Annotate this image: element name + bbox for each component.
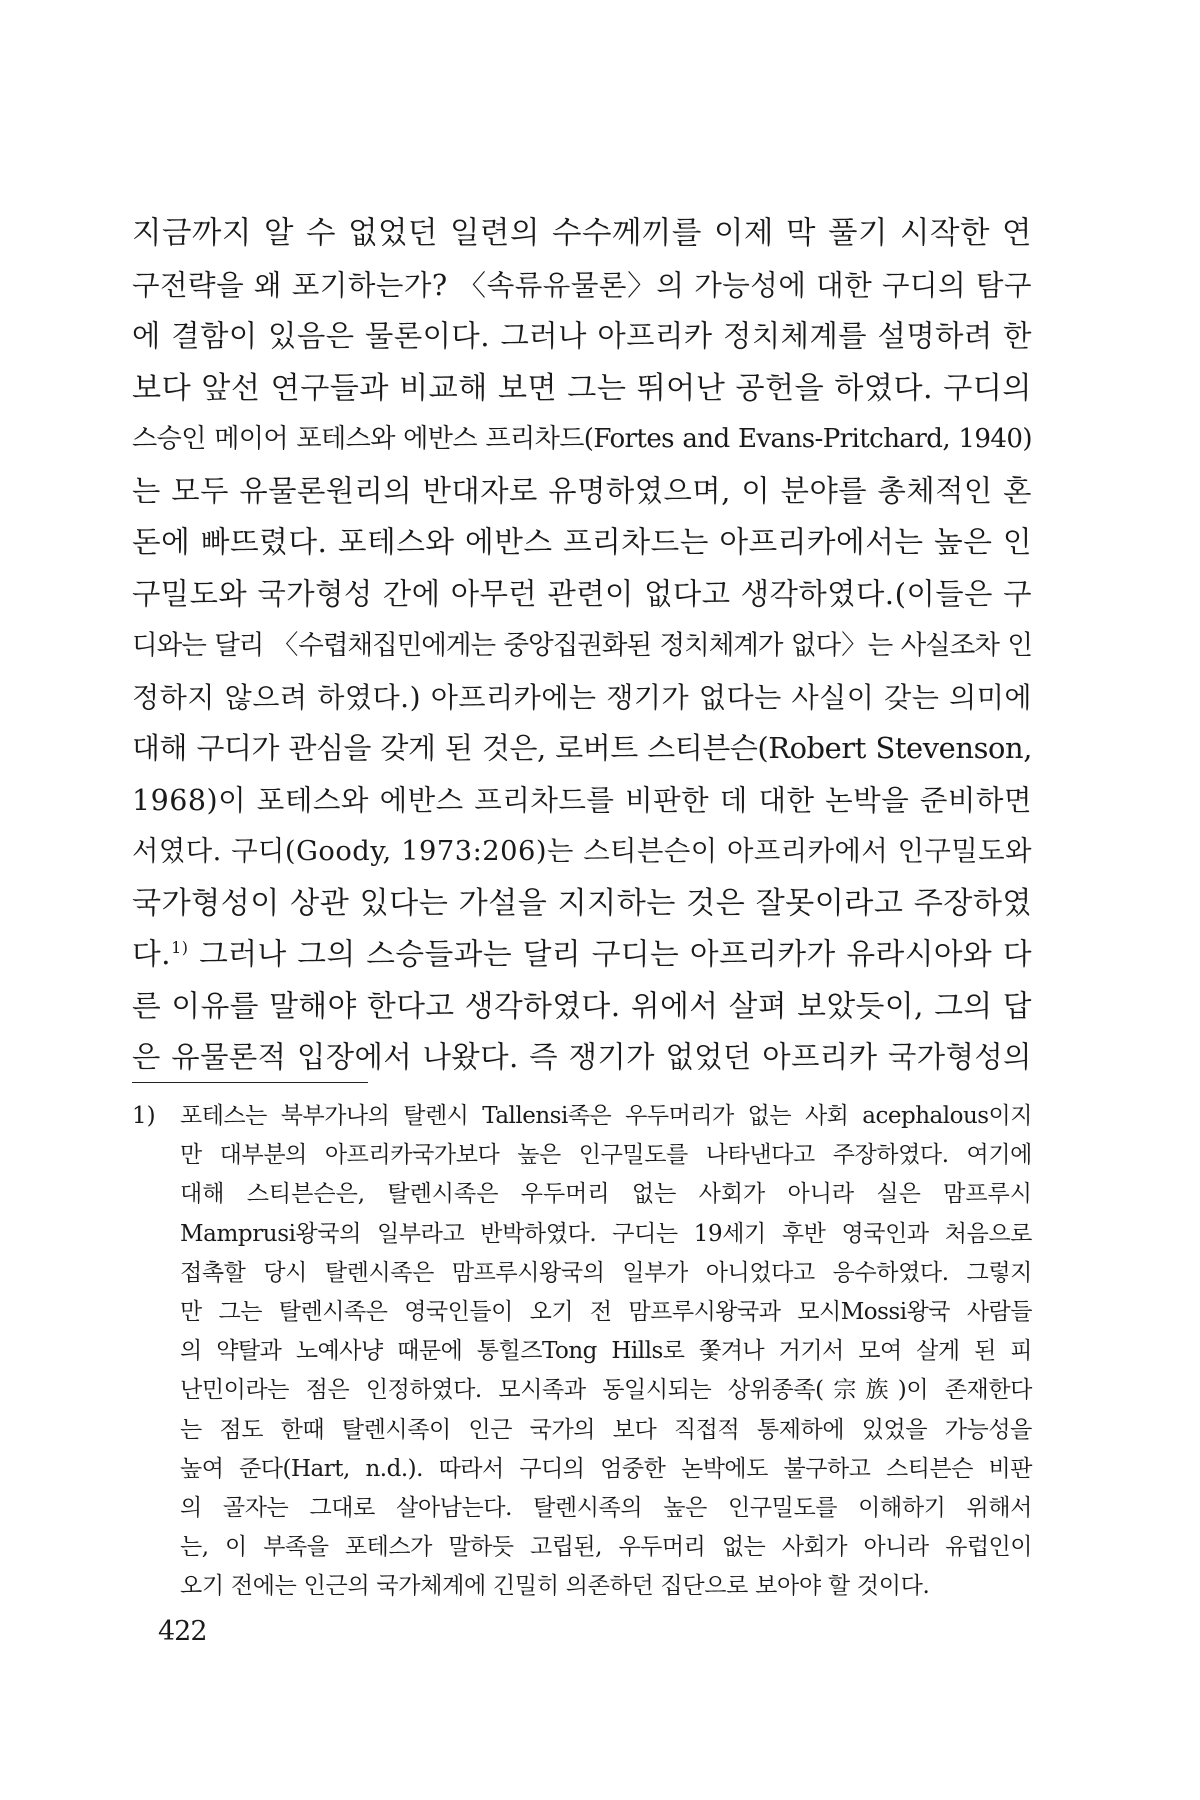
body-line: 에 결함이 있음은 물론이다. 그러나 아프리카 정치체계를 설명하려 한 (132, 319, 1032, 353)
footnote-line: 오기 전에는 인근의 국가체계에 긴밀히 의존하던 집단으로 보아야 할 것이다. (180, 1573, 930, 1600)
footnote-line: 의 골자는 그대로 살아남는다. 탈렌시족의 높은 인구밀도를 이해하기 위해서 (180, 1494, 1032, 1521)
body-line: 구전략을 왜 포기하는가? 〈속류유물론〉의 가능성에 대한 구디의 탐구 (132, 268, 1032, 302)
body-line: 구밀도와 국가형성 간에 아무런 관련이 없다고 생각하였다.(이들은 구 (132, 576, 1032, 611)
footnote-line-text: 포테스는 북부가나의 탈렌시 Tallensi족은 우두머리가 없는 사회 acephalous이지 (180, 1103, 1032, 1129)
footnote-line: 의 약탈과 노예사냥 때문에 통힐즈Tong Hills로 쫓겨나 거기서 모여 살게 된 피 (180, 1338, 1032, 1365)
footnote-line (132, 1097, 1032, 1136)
footnote-line: 높여 준다(Hart, n.d.). 따라서 구디의 엄중한 논박에도 불구하고 스티븐슨 비판 (180, 1455, 1032, 1482)
footnote-line: 접촉할 당시 탈렌시족은 맘프루시왕국의 일부가 아니었다고 응수하였다. 그렇지 (180, 1259, 1032, 1286)
footnote-line: 난민이라는 점은 인정하였다. 모시족과 동일시되는 상위종족(宗族)이 존재한다 (180, 1377, 1032, 1404)
footnote-line: 는, 이 부족을 포테스가 말하듯 고립된, 우두머리 없는 사회가 아니라 유럽인이 (180, 1534, 1032, 1561)
body-line: 1968)이 포테스와 에반스 프리차드를 비판한 데 대한 논박을 준비하면 (132, 783, 1032, 817)
body-line: 보다 앞선 연구들과 비교해 보면 그는 뛰어난 공헌을 하였다. 구디의 (132, 370, 1032, 406)
body-line-start: 다. (132, 937, 172, 972)
body-line: 돈에 빠뜨렸다. 포테스와 에반스 프리차드는 아프리카에서는 높은 인 (132, 525, 1032, 560)
body-line: 디와는 달리 〈수렵채집민에게는 중앙집권화된 정치체계가 없다〉는 사실조차 인 (132, 630, 1032, 661)
footnote-line: 대해 스티븐슨은, 탈렌시족은 우두머리 없는 사회가 아니라 실은 맘프루시 (180, 1181, 1032, 1208)
footnote-line: 는 점도 한때 탈렌시족이 인근 국가의 보다 직접적 통제하에 있었을 가능성을 (180, 1416, 1032, 1443)
body-line: 국가형성이 상관 있다는 가설을 지지하는 것은 잘못이라고 주장하였 (132, 885, 1032, 921)
body-line: 른 이유를 말해야 한다고 생각하였다. 위에서 살펴 보았듯이, 그의 답 (132, 988, 1032, 1024)
footnote-separator (132, 1082, 368, 1083)
body-line: 은 유물론적 입장에서 나왔다. 즉 쟁기가 없었던 아프리카 국가형성의 (132, 1040, 1032, 1074)
body-paragraph (132, 208, 1032, 1084)
footnote-line: 만 대부분의 아프리카국가보다 높은 인구밀도를 나타낸다고 주장하였다. 여기에 (180, 1142, 1032, 1169)
footnote-number: 1) (132, 1103, 156, 1129)
body-line: 지금까지 알 수 없었던 일련의 수수께끼를 이제 막 풀기 시작한 연 (132, 216, 1032, 251)
footnote-line: 만 그는 탈렌시족은 영국인들이 오기 전 맘프루시왕국과 모시Mossi왕국 사람들 (180, 1298, 1032, 1325)
body-line-rest: 그러나 그의 스승들과는 달리 구디는 아프리카가 유라시아와 다 (199, 937, 1033, 972)
body-line: 정하지 않으려 하였다.) 아프리카에는 쟁기가 없다는 사실이 갖는 의미에 (132, 680, 1032, 714)
body-line: 대해 구디가 관심을 갖게 된 것은, 로버트 스티븐슨(Robert Stevenson, (132, 731, 1032, 765)
body-line: 스승인 메이어 포테스와 에반스 프리차드(Fortes and Evans-Pritchard, 1940) (132, 424, 1032, 454)
footnote-reference[interactable]: 1) (171, 938, 189, 958)
footnote-line: Mamprusi왕국의 일부라고 반박하였다. 구디는 19세기 후반 영국인과 처음으로 (180, 1220, 1032, 1247)
body-line-with-footnote-ref (132, 929, 1032, 981)
footnote (132, 1097, 1032, 1606)
body-line: 서였다. 구디(Goody, 1973:206)는 스티븐슨이 아프리카에서 인구밀도와 (132, 836, 1032, 867)
body-line: 는 모두 유물론원리의 반대자로 유명하였으며, 이 분야를 총체적인 혼 (132, 473, 1032, 508)
page-number: 422 (158, 1616, 207, 1647)
